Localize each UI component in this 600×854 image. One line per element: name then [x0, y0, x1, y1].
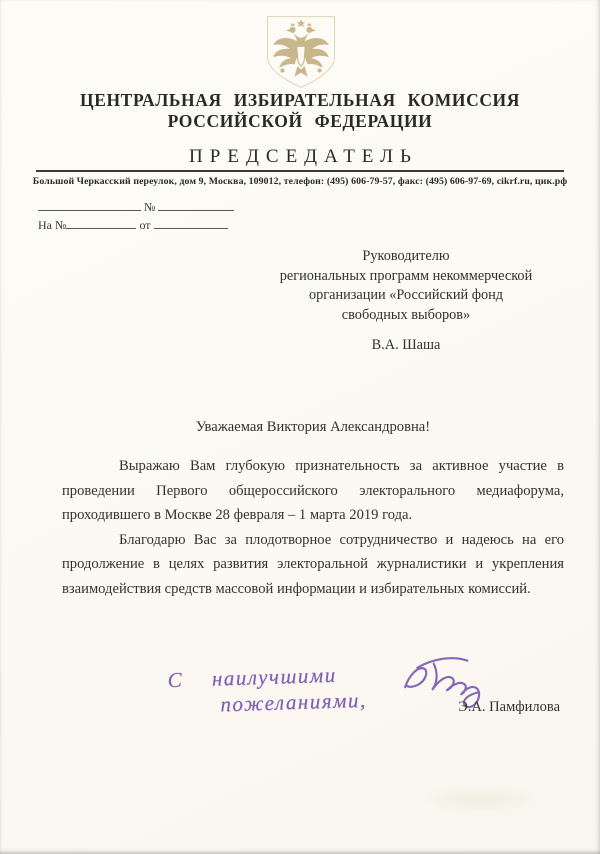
letter-body	[62, 454, 564, 602]
incoming-number-row	[38, 217, 234, 235]
handwritten-closing	[167, 661, 367, 719]
letterhead-divider	[36, 170, 564, 172]
organization-name	[0, 90, 600, 132]
salutation: Уважаемая Виктория Александровна!	[195, 419, 431, 435]
date-blank-field	[38, 199, 141, 211]
russian-coat-of-arms-icon	[261, 14, 341, 90]
org-name-line1: ЦЕНТРАЛЬНАЯ ИЗБИРАТЕЛЬНАЯ КОМИССИЯ	[79, 90, 521, 110]
addressee-name: В.А. Шаша	[371, 337, 441, 353]
number-blank-field	[158, 199, 234, 211]
position-title: ПРЕДСЕДАТЕЛЬ	[189, 146, 418, 167]
addressee-line: Руководителю	[362, 248, 450, 264]
contact-address-line: Большой Черкасский переулок, дом 9, Москва, 109012, телефон: (495) 606-79-57, факс: (495) 606-97-69, cikrf.ru, цик.рф	[32, 176, 568, 187]
addressee-block	[245, 247, 567, 356]
addressee-line: организации «Российский фонд	[308, 287, 504, 303]
page-bleed-through-artifact	[415, 784, 545, 814]
incoming-number-blank-field	[66, 217, 136, 229]
handwritten-closing-line1: С наилучшими	[167, 662, 338, 693]
org-name-line2: РОССИЙСКОЙ ФЕДЕРАЦИИ	[167, 111, 433, 131]
from-label: от	[139, 218, 151, 232]
addressee-line: свободных выборов»	[341, 306, 471, 323]
number-label: №	[144, 200, 156, 214]
outgoing-number-row	[38, 199, 234, 217]
incoming-date-blank-field	[154, 217, 228, 229]
body-paragraph-1: Выражаю Вам глубокую признательность за активное участие в проведении Первого общероссийского электорального медиафорума, проходившего в Москве 28 февраля – 1 марта 2019 года.	[62, 458, 564, 524]
handwritten-closing-line2: пожеланиями,	[220, 687, 368, 717]
body-paragraph-2: Благодарю Вас за плодотворное сотрудничество и надеюсь на его продолжение в целях развития электоральной журналистики и укрепления взаимодействия средств массовой информации и избирательных комиссий.	[62, 531, 564, 597]
reference-block	[38, 199, 234, 235]
signatory-name: Э.А. Памфилова	[458, 699, 560, 715]
on-number-label: На №	[38, 218, 67, 232]
addressee-line: региональных программ некоммерческой	[279, 267, 533, 284]
